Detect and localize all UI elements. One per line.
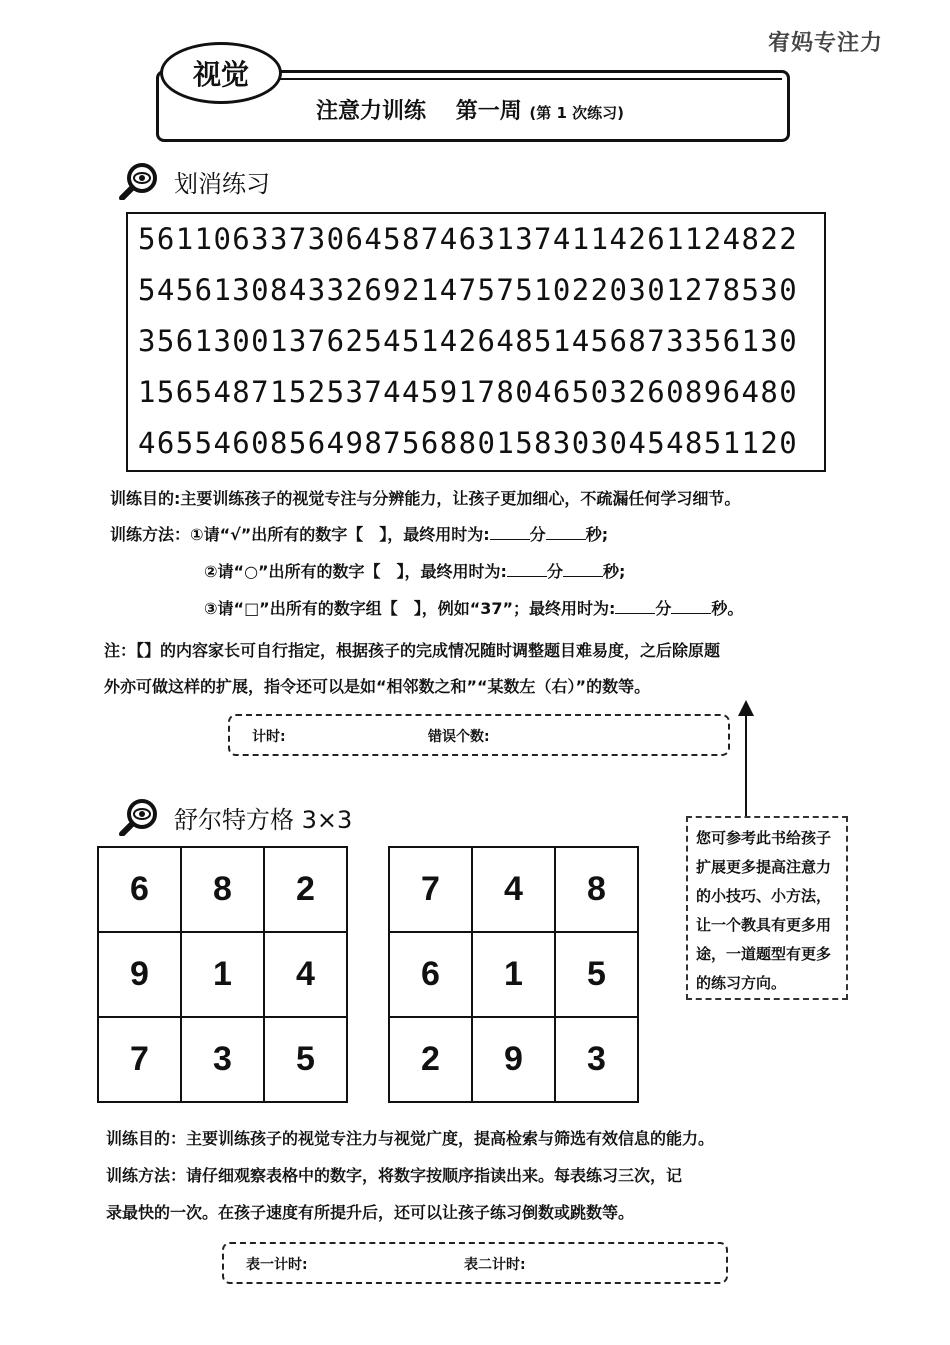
grid-cell[interactable]: 1 xyxy=(472,932,555,1017)
grid-cell[interactable]: 6 xyxy=(389,932,472,1017)
table1-timer-label: 表一计时: xyxy=(246,1257,308,1273)
grid-cell[interactable]: 6 xyxy=(98,847,181,932)
method-3-text: ③请“□”出所有的数字组【 】，例如“37”；最终用时为: xyxy=(204,599,616,618)
section-heading-schulte xyxy=(118,798,352,836)
grid-cell[interactable]: 1 xyxy=(181,932,264,1017)
unit-sec: 秒; xyxy=(585,525,609,544)
unit-min: 分 xyxy=(546,562,563,581)
number-row: 15654871525374459178046503260896480 xyxy=(138,375,799,409)
schulte-method-line-2: 录最快的一次。在孩子速度有所提升后，还可以让孩子练习倒数或跳数等。 xyxy=(106,1203,635,1222)
minutes-blank xyxy=(615,599,655,614)
number-row: 56110633730645874631374114261124822 xyxy=(138,222,799,256)
page-title xyxy=(160,94,780,125)
unit-sec: 秒。 xyxy=(711,599,744,618)
grid-cell[interactable]: 5 xyxy=(264,1017,347,1102)
grid-cell[interactable]: 2 xyxy=(389,1017,472,1102)
minutes-blank xyxy=(490,525,530,540)
training-purpose: 训练目的:主要训练孩子的视觉专注与分辨能力，让孩子更加细心，不疏漏任何学习细节。 xyxy=(110,489,741,508)
seconds-blank xyxy=(671,599,711,614)
grid-cell[interactable]: 3 xyxy=(181,1017,264,1102)
grid-cell[interactable]: 7 xyxy=(98,1017,181,1102)
section-title: 舒尔特方格 3×3 xyxy=(174,805,353,834)
minutes-blank xyxy=(507,562,547,577)
errors-label: 错误个数: xyxy=(428,729,490,745)
section-title: 划消练习 xyxy=(174,169,270,198)
timer-box xyxy=(228,714,730,756)
number-row: 46554608564987568801583030454851120 xyxy=(138,426,799,460)
grid-cell[interactable]: 9 xyxy=(472,1017,555,1102)
grid-cell[interactable]: 7 xyxy=(389,847,472,932)
grid-cell[interactable]: 8 xyxy=(555,847,638,932)
unit-min: 分 xyxy=(655,599,672,618)
grid-cell[interactable]: 3 xyxy=(555,1017,638,1102)
schulte-purpose: 训练目的：主要训练孩子的视觉专注力与视觉广度，提高检索与筛选有效信息的能力。 xyxy=(106,1129,715,1148)
note-line-2: 外亦可做这样的扩展，指令还可以是如“相邻数之和”“某数左（右）”的数等。 xyxy=(104,677,651,696)
grid-cell[interactable]: 4 xyxy=(264,932,347,1017)
method-line-3 xyxy=(204,596,743,619)
watermark: 宥妈专注力 xyxy=(768,31,884,56)
table2-timer-label: 表二计时: xyxy=(464,1257,526,1273)
magnifier-eye-icon xyxy=(118,162,162,200)
unit-min: 分 xyxy=(529,525,546,544)
schulte-method-line-1: 训练方法：请仔细观察表格中的数字，将数字按顺序指读出来。每表练习三次，记 xyxy=(106,1166,683,1185)
method-line-1 xyxy=(110,522,608,545)
grid-cell[interactable]: 9 xyxy=(98,932,181,1017)
grid-cell[interactable]: 8 xyxy=(181,847,264,932)
arrow-line xyxy=(745,712,747,816)
note-line-1: 注：【】的内容家长可自行指定，根据孩子的完成情况随时调整题目难易度，之后除原题 xyxy=(104,641,721,660)
grid-cell[interactable]: 2 xyxy=(264,847,347,932)
side-note: 您可参考此书给孩子扩展更多提高注意力的小技巧、小方法，让一个教具有更多用途，一道题型有更多的练习方向。 xyxy=(686,816,848,1000)
grid-cell[interactable]: 5 xyxy=(555,932,638,1017)
unit-sec: 秒; xyxy=(602,562,626,581)
timer-label: 计时: xyxy=(252,729,286,745)
section-heading-cancellation xyxy=(118,162,270,200)
magnifier-eye-icon xyxy=(118,798,162,836)
method-2-text: ②请“○”出所有的数字【 】，最终用时为: xyxy=(204,562,507,581)
schulte-grid-1 xyxy=(97,846,348,1103)
title-subtitle: (第 1 次练习) xyxy=(529,104,624,122)
title-text: 注意力训练 第一周 xyxy=(316,99,522,124)
schulte-grid-2 xyxy=(388,846,639,1103)
method-line-2 xyxy=(204,559,625,582)
method-1-text: ①请“√”出所有的数字【 】，最终用时为: xyxy=(190,525,490,544)
grid-cell[interactable]: 4 xyxy=(472,847,555,932)
number-row: 35613001376254514264851456873356130 xyxy=(138,324,799,358)
seconds-blank xyxy=(563,562,603,577)
schulte-timer-box xyxy=(222,1242,728,1284)
number-grid xyxy=(126,212,826,472)
method-label: 训练方法： xyxy=(110,525,191,544)
number-row: 54561308433269214757510220301278530 xyxy=(138,273,799,307)
category-badge: 视觉 xyxy=(160,42,282,104)
seconds-blank xyxy=(546,525,586,540)
